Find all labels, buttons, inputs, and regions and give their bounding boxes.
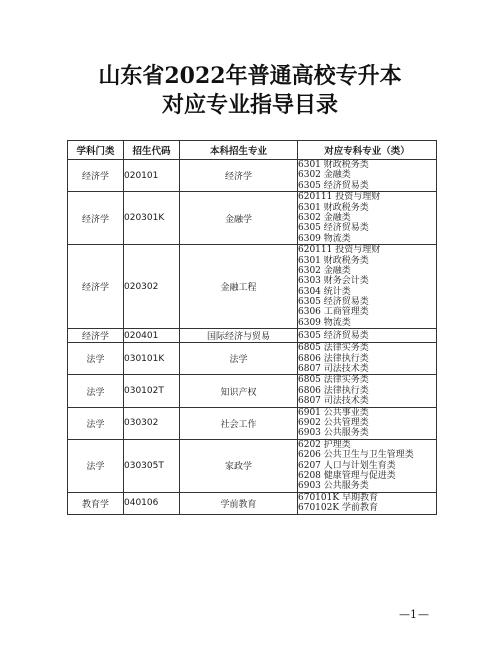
junior-major-item: 6309 物流类 — [298, 317, 351, 328]
junior-major-item: 6301 财政税务类 — [298, 255, 369, 266]
junior-major-item: 6806 法律执行类 — [298, 353, 369, 364]
table-row — [68, 439, 437, 492]
junior-major-item: 6807 司法技术类 — [298, 364, 369, 375]
header-junior-major: 对应专科专业（类） — [298, 141, 437, 160]
cell-major: 家政学 — [180, 439, 298, 492]
junior-major-item: 6202 护理类 — [298, 439, 351, 450]
header-category: 学科门类 — [68, 141, 124, 160]
junior-major-item: 6305 经济贸易类 — [298, 180, 369, 191]
cell-junior-majors — [298, 192, 437, 245]
cell-major: 法学 — [180, 343, 298, 375]
cell-junior-majors — [298, 439, 437, 492]
table-row — [68, 343, 437, 375]
cell-junior-majors — [298, 160, 437, 192]
junior-major-item: 6301 财政税务类 — [298, 160, 369, 170]
table-row — [68, 245, 437, 329]
cell-major: 经济学 — [180, 160, 298, 192]
junior-major-item: 6309 物流类 — [298, 233, 351, 244]
cell-major: 知识产权 — [180, 375, 298, 407]
cell-code: 040106 — [124, 492, 180, 514]
cell-code: 030305T — [124, 439, 180, 492]
cell-code: 020401 — [124, 329, 180, 343]
cell-category: 经济学 — [68, 160, 124, 192]
cell-code: 030102T — [124, 375, 180, 407]
cell-category: 法学 — [68, 439, 124, 492]
cell-category: 法学 — [68, 407, 124, 439]
junior-major-item: 6302 金融类 — [298, 212, 351, 223]
cell-category: 法学 — [68, 375, 124, 407]
header-major: 本科招生专业 — [180, 141, 298, 160]
junior-major-item: 6903 公共服务类 — [298, 481, 369, 492]
junior-major-item: 6303 财务会计类 — [298, 276, 369, 287]
junior-major-item: 670101K 早期教育 — [298, 492, 378, 503]
table-row — [68, 329, 437, 343]
junior-major-item: 6305 经济贸易类 — [298, 330, 369, 341]
cell-major: 国际经济与贸易 — [180, 329, 298, 343]
cell-code: 030302 — [124, 407, 180, 439]
major-catalog-table — [67, 140, 437, 515]
cell-category: 教育学 — [68, 492, 124, 514]
junior-major-item: 6805 法律实务类 — [298, 375, 369, 386]
table-row — [68, 192, 437, 245]
junior-major-item: 6902 公共管理类 — [298, 417, 369, 428]
junior-major-item: 6207 人口与计划生育类 — [298, 460, 396, 471]
junior-major-item: 6306 工商管理类 — [298, 307, 369, 318]
cell-major: 学前教育 — [180, 492, 298, 514]
junior-major-item: 6901 公共事业类 — [298, 407, 369, 418]
junior-major-item: 6302 金融类 — [298, 265, 351, 276]
cell-junior-majors — [298, 407, 437, 439]
cell-junior-majors — [298, 329, 437, 343]
header-code: 招生代码 — [124, 141, 180, 160]
junior-major-item: 6305 经济贸易类 — [298, 223, 369, 234]
cell-category: 经济学 — [68, 192, 124, 245]
page-number: —1— — [399, 608, 429, 621]
cell-junior-majors — [298, 343, 437, 375]
junior-major-item: 6206 公共卫生与卫生管理类 — [298, 450, 414, 461]
table-row — [68, 492, 437, 514]
cell-code: 020302 — [124, 245, 180, 329]
table-body — [68, 160, 437, 515]
table-row — [68, 375, 437, 407]
cell-major: 金融工程 — [180, 245, 298, 329]
junior-major-item: 620111 投资与理财 — [298, 192, 381, 203]
junior-major-item: 6305 经济贸易类 — [298, 297, 369, 308]
cell-code: 020301K — [124, 192, 180, 245]
cell-code: 020101 — [124, 160, 180, 192]
junior-major-item: 6806 法律执行类 — [298, 385, 369, 396]
cell-category: 经济学 — [68, 329, 124, 343]
junior-major-item: 6807 司法技术类 — [298, 396, 369, 407]
page-number-value: 1 — [410, 608, 418, 621]
cell-category: 经济学 — [68, 245, 124, 329]
junior-major-item: 6304 统计类 — [298, 286, 351, 297]
cell-major: 金融学 — [180, 192, 298, 245]
junior-major-item: 620111 投资与理财 — [298, 245, 381, 256]
table-header-row — [68, 141, 437, 160]
junior-major-item: 6805 法律实务类 — [298, 343, 369, 354]
cell-junior-majors — [298, 492, 437, 514]
cell-junior-majors — [298, 375, 437, 407]
cell-category: 法学 — [68, 343, 124, 375]
junior-major-item: 670102K 学前教育 — [298, 503, 378, 514]
cell-major: 社会工作 — [180, 407, 298, 439]
junior-major-item: 6208 健康管理与促进类 — [298, 470, 396, 481]
junior-major-item: 6301 财政税务类 — [298, 202, 369, 213]
junior-major-item: 6903 公共服务类 — [298, 428, 369, 439]
document-title-line2: 对应专业指导目录 — [161, 92, 338, 118]
junior-major-item: 6302 金融类 — [298, 170, 351, 181]
document-title-line1: 山东省2022年普通高校专升本 — [98, 63, 402, 89]
table-row — [68, 407, 437, 439]
cell-code: 030101K — [124, 343, 180, 375]
cell-junior-majors — [298, 245, 437, 329]
table-row — [68, 160, 437, 192]
